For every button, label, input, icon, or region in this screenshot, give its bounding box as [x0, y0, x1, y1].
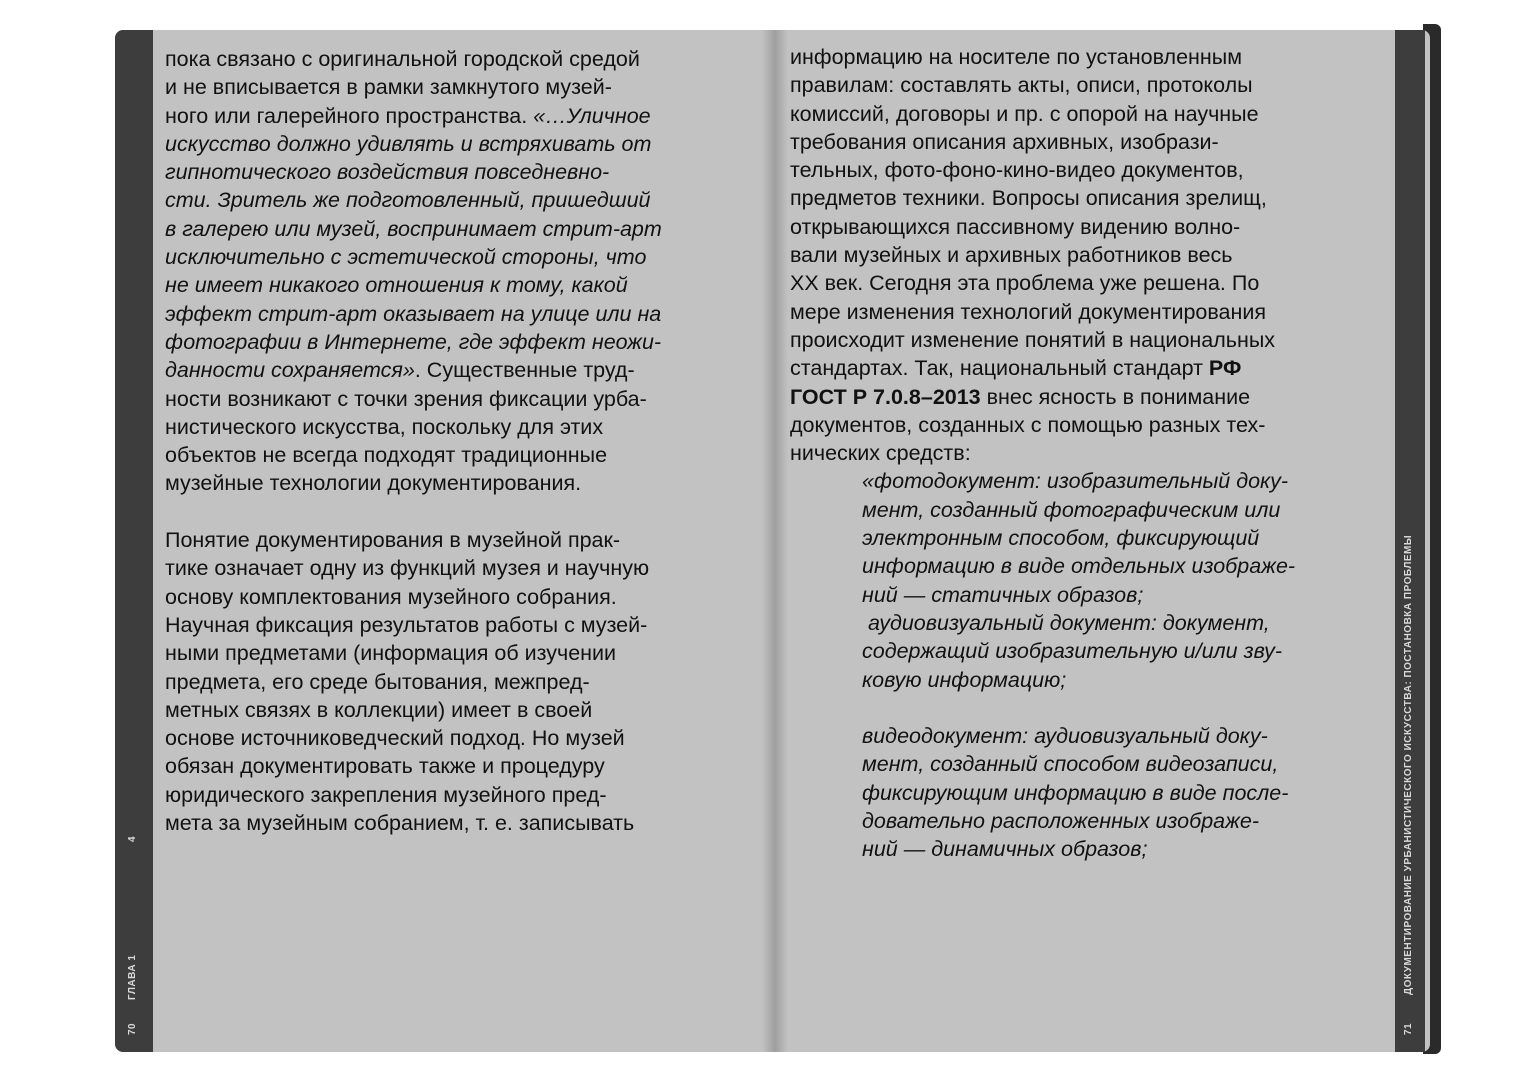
plain-span: правилам: составлять акты, описи, протоколы [790, 73, 1253, 98]
text-line [165, 328, 765, 356]
text-line [165, 385, 765, 413]
plain-span: происходит изменение понятий в национальных [790, 327, 1276, 352]
text-line: довательно расположенных изображе- [862, 809, 1260, 834]
plain-span: . Существенные труд- [414, 358, 635, 383]
text-line [165, 102, 765, 130]
text-line: основе источниковедческий подход. Но музей [165, 726, 625, 751]
text-line [790, 156, 1390, 184]
italic-span: искусство должно удивлять и встряхивать от [165, 131, 652, 156]
text-line [165, 215, 765, 243]
text-line [790, 269, 1390, 297]
text-line: содержащий изобразительную и/или зву- [862, 639, 1283, 664]
plain-span: мере изменения технологий документирования [790, 299, 1267, 324]
right-page-number: 71 [1403, 1022, 1414, 1035]
text-line [790, 383, 1390, 411]
italic-span: не имеет никакого отношения к тому, какой [165, 273, 628, 298]
right-margin-strip [1395, 30, 1425, 1052]
text-line [165, 73, 765, 101]
text-line: фиксирующим информацию в виде после- [862, 780, 1289, 805]
text-line [790, 213, 1390, 241]
text-line: мета за музейным собранием, т. е. записывать [165, 811, 635, 836]
plain-span: нистического искусства, поскольку для этих [165, 414, 604, 439]
text-line [790, 184, 1390, 212]
gost-quote-2 [790, 722, 1390, 863]
text-line: видеодокумент: аудиовизуальный доку- [862, 724, 1268, 749]
left-paragraph-2 [165, 526, 765, 837]
text-line [790, 241, 1390, 269]
text-line [165, 356, 765, 384]
text-line: ными предметами (информация об изучении [165, 641, 617, 666]
text-line: тике означает одну из функций музея и научную [165, 556, 650, 581]
text-line [790, 128, 1390, 156]
text-line [165, 271, 765, 299]
plain-span: тельных, фото-фоно-кино-видео документов, [790, 158, 1244, 183]
plain-span: предметов техники. Вопросы описания зрелищ, [790, 186, 1267, 211]
plain-span: требования описания архивных, изобрази- [790, 129, 1219, 154]
text-line [790, 71, 1390, 99]
text-line: Понятие документирования в музейной прак- [165, 528, 621, 553]
chapter-number: 4 [127, 835, 138, 842]
text-line [165, 441, 765, 469]
italic-span: «…Уличное [533, 103, 651, 128]
text-line: «фотодокумент: изобразительный доку- [862, 469, 1289, 494]
chapter-label: ГЛАВА 1 [127, 954, 138, 1000]
text-line [165, 413, 765, 441]
text-line: мент, созданный фотографическим или [862, 497, 1281, 522]
plain-span: и не вписывается в рамки замкнутого музей- [165, 75, 612, 100]
left-page-text [165, 45, 765, 837]
right-body-text [790, 43, 1390, 467]
text-line: обязан документировать также и процедуру [165, 754, 605, 779]
bold-span: РФ [1208, 356, 1242, 381]
plain-span: стандартах. Так, национальный стандарт [790, 356, 1209, 381]
left-paragraph-1 [165, 45, 765, 498]
text-line: Научная фиксация результатов работы с музей- [165, 612, 648, 637]
text-line [790, 100, 1390, 128]
italic-span: фотографии в Интернете, где эффект неожи- [165, 329, 662, 354]
text-line [790, 43, 1390, 71]
plain-span: XX век. Сегодня эта проблема уже решена. По [790, 271, 1260, 296]
right-page-text [790, 43, 1390, 864]
plain-span: пока связано с оригинальной городской средой [165, 47, 640, 71]
left-margin-strip [115, 30, 153, 1052]
plain-span: объектов не всегда подходят традиционные [165, 443, 608, 468]
plain-span: комиссий, договоры и пр. с опорой на научные [790, 101, 1259, 126]
text-line: метных связях в коллекции) имеет в своей [165, 697, 593, 722]
text-line [165, 45, 765, 73]
text-line [165, 186, 765, 214]
text-line: ний — статичных образов; [862, 582, 1144, 607]
text-line [165, 158, 765, 186]
text-line [790, 326, 1390, 354]
italic-span: в галерею или музей, воспринимает стрит-арт [165, 216, 662, 241]
italic-span: исключительно с эстетической стороны, что [165, 245, 647, 270]
plain-span: вали музейных и архивных работников весь [790, 243, 1233, 268]
text-line: аудиовизуальный документ: документ, [862, 610, 1270, 635]
italic-span: данности сохраняется» [165, 358, 415, 383]
text-line [790, 411, 1390, 439]
text-line [165, 130, 765, 158]
left-page-number: 70 [127, 1022, 138, 1035]
text-line: информацию в виде отдельных изображе- [862, 554, 1296, 579]
text-line: предмета, его среде бытования, межпред- [165, 669, 590, 694]
text-line: ковую информацию; [862, 667, 1067, 692]
text-line: ний — динамичных образов; [862, 837, 1148, 862]
text-line [790, 354, 1390, 382]
text-line: мент, созданный способом видеозаписи, [862, 752, 1279, 777]
plain-span: информацию на носителе по установленным [790, 45, 1243, 69]
text-line [165, 469, 765, 497]
text-line [165, 300, 765, 328]
text-line [790, 298, 1390, 326]
text-line: основу комплектования музейного собрания. [165, 584, 617, 609]
plain-span: открывающихся пассивному видению волно- [790, 214, 1241, 239]
gost-quote-1 [790, 467, 1390, 693]
book-gutter [762, 30, 788, 1052]
plain-span: документов, созданных с помощью разных тех- [790, 412, 1266, 437]
italic-span: гипнотического воздействия повседневно- [165, 160, 610, 185]
text-line: электронным способом, фиксирующий [862, 526, 1260, 551]
text-line [790, 439, 1390, 467]
text-line [165, 243, 765, 271]
plain-span: музейные технологии документирования. [165, 471, 582, 496]
plain-span: нических средств: [790, 441, 971, 466]
plain-span: внес ясность в понимание [980, 384, 1251, 409]
bold-span: ГОСТ Р 7.0.8–2013 [790, 384, 981, 409]
plain-span: ности возникают с точки зрения фиксации урба- [165, 386, 647, 411]
italic-span: сти. Зритель же подготовленный, пришедший [165, 188, 651, 213]
plain-span: ного или галерейного пространства. [165, 103, 534, 128]
italic-span: эффект стрит-арт оказывает на улице или на [165, 301, 662, 326]
text-line: юридического закрепления музейного пред- [165, 782, 607, 807]
running-title: ДОКУМЕНТИРОВАНИЕ УРБАНИСТИЧЕСКОГО ИСКУССТВА: ПОСТАНОВКА ПРОБЛЕМЫ [1403, 534, 1414, 995]
